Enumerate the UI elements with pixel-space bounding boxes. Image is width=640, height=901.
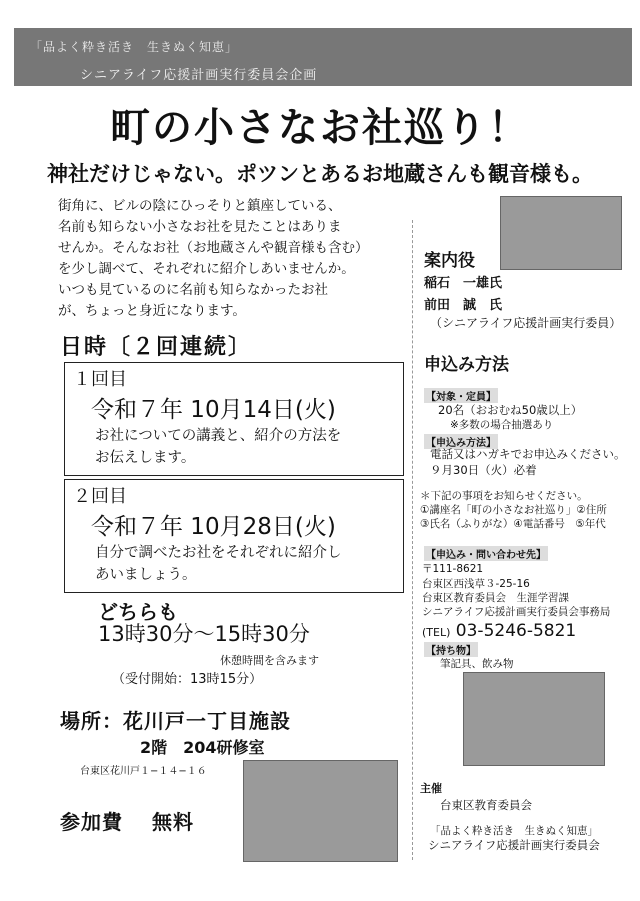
sponsor-name: 台東区教育委員会 (440, 798, 532, 812)
notice-line: ＊下記の事項をお知らせください。 (420, 490, 588, 502)
session-desc-line: お伝えします。 (95, 450, 196, 466)
intro-line: を少し調べて、それぞれに紹介しあいませんか。 (58, 261, 355, 277)
session-desc-line: あいましょう。 (95, 567, 197, 583)
notice-line: ①講座名「町の小さなお社巡り」②住所 (420, 504, 607, 516)
method-label: 【申込み方法】 (424, 434, 498, 449)
session-label: ２回目 (73, 486, 127, 507)
items-label: 【持ち物】 (424, 642, 478, 657)
intro-line: が、ちょっと身近になります。 (58, 303, 246, 319)
shrine-photo-top (500, 196, 622, 270)
session-desc-line: 自分で調べたお社をそれぞれに紹介し (95, 545, 342, 561)
venue-room: 2階 204研修室 (140, 738, 265, 757)
intro-line: 名前も知らない小さなお社を見たことはありま (58, 219, 342, 235)
guide-name: 前田 誠 氏 (424, 298, 503, 313)
method-deadline: ９月30日（火）必着 (430, 463, 537, 477)
guide-affiliation: （シニアライフ応援計画実行委員） (430, 316, 622, 330)
sponsor-quote: 「品よく粋き活き 生きぬく知恵」 (430, 825, 598, 837)
session-date: 令和７年 10月14日(火) (91, 397, 336, 423)
shrine-photo-bottom (243, 760, 398, 862)
session-desc-line: お社についての講義と、紹介の方法を (95, 428, 342, 444)
contact-org: 台東区教育委員会 生涯学習課 (422, 592, 569, 604)
session-date: 令和７年 10月28日(火) (91, 514, 336, 540)
intro-text (58, 196, 418, 322)
contact-org: シニアライフ応援計画実行委員会事務局 (422, 606, 611, 618)
tel-label: (TEL) (422, 626, 451, 639)
session-box-1 (64, 362, 404, 476)
guide-heading: 案内役 (424, 251, 475, 271)
reception-time: （受付開始：13時15分） (112, 672, 263, 687)
method-text: 電話又はハガキでお申込みください。 (430, 447, 626, 461)
shrine-photo-middle (463, 672, 605, 766)
sponsor-label: 主催 (420, 782, 442, 795)
session-label: １回目 (73, 369, 127, 390)
target-capacity: 20名（おおむね50歳以上） (438, 403, 583, 417)
session-desc (95, 542, 395, 586)
tel-number: 03-5246-5821 (455, 621, 577, 641)
session-box-2 (64, 479, 404, 593)
contact-label: 【申込み・問い合わせ先】 (424, 546, 548, 561)
contact-address: 台東区西浅草３-25-16 (422, 578, 530, 590)
target-lottery-note: ※多数の場合抽選あり (450, 419, 554, 431)
target-label: 【対象・定員】 (424, 388, 498, 403)
intro-line: 街角に、ビルの陰にひっそりと鎮座している、 (58, 198, 342, 214)
intro-line: いつも見ているのに名前も知らなかったお社 (58, 282, 328, 298)
sponsor-committee: シニアライフ応援計画実行委員会 (428, 838, 600, 852)
participation-fee: 参加費 無料 (60, 810, 194, 834)
contact-zip: 〒111-8621 (422, 563, 484, 575)
intro-line: せんか。そんなお社（お地蔵さんや観音様も含む） (58, 240, 369, 256)
items-text: 筆記具、飲み物 (440, 658, 514, 670)
session-time: 13時30分〜15時30分 (98, 622, 310, 646)
break-note: 休憩時間を含みます (220, 654, 319, 667)
header-org-plan: シニアライフ応援計画実行委員会企画 (80, 68, 318, 83)
guide-name: 稲石 一雄氏 (424, 276, 503, 291)
notice-line: ③氏名（ふりがな）④電話番号 ⑤年代 (420, 518, 606, 530)
header-slogan: 「品よく粋き活き 生きぬく知恵」 (30, 40, 239, 54)
apply-heading: 申込み方法 (424, 355, 509, 375)
page-subtitle: 神社だけじゃない。ポツンとあるお地蔵さんも観音様も。 (47, 162, 593, 186)
session-desc (95, 425, 395, 469)
venue-name: 場所：花川戸一丁目施設 (60, 709, 291, 733)
schedule-heading: 日時〔２回連続〕 (60, 335, 253, 360)
contact-tel (422, 621, 576, 641)
venue-address: 台東区花川戸１−１４−１６ (80, 766, 207, 777)
page-title: 町の小さなお社巡り！ (110, 105, 530, 151)
both-sessions-label: どちらも (98, 600, 178, 624)
column-divider (412, 220, 413, 860)
